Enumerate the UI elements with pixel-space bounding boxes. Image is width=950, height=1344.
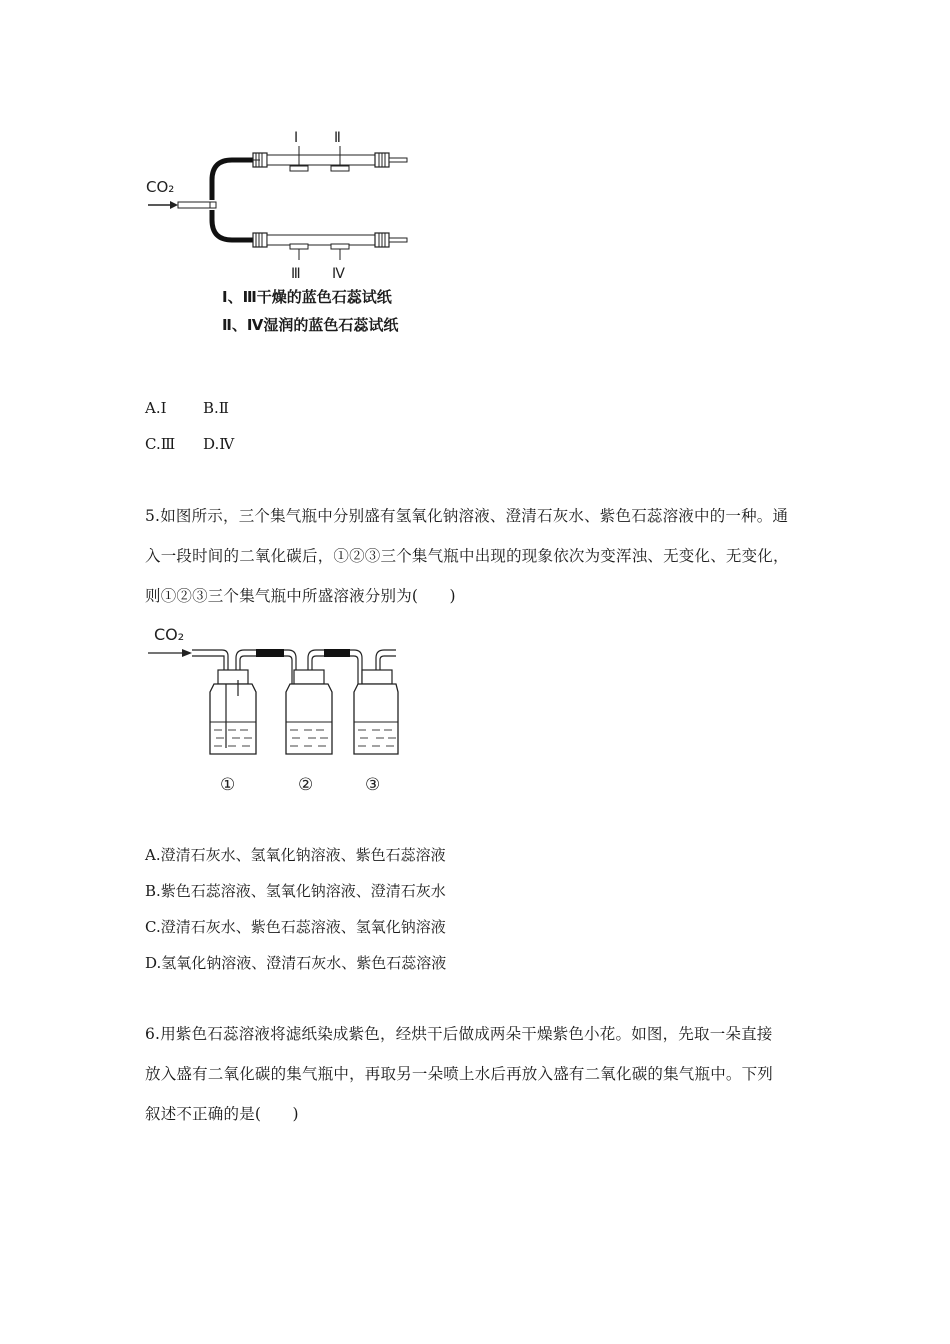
paper-3-label: Ⅲ <box>291 266 301 282</box>
lower-glass-tube <box>253 233 407 247</box>
paper-3 <box>290 244 308 249</box>
bottle-3 <box>354 670 398 754</box>
figure-bottles <box>140 620 400 800</box>
q4-option-a: A.Ⅰ <box>145 399 167 417</box>
q4-option-c: C.Ⅲ <box>145 435 176 453</box>
bottle-2 <box>286 670 332 754</box>
upper-glass-tube <box>253 153 407 167</box>
bottle-3-label: ③ <box>365 775 381 795</box>
q6-line-3: 叙述不正确的是( ) <box>145 1105 299 1123</box>
inlet-arrow-head-2 <box>182 649 192 657</box>
q5-option-d: D.氢氧化钠溶液、澄清石灰水、紫色石蕊溶液 <box>145 954 447 972</box>
upper-rubber-tube <box>212 160 258 200</box>
q4-option-b: B.Ⅱ <box>203 399 229 417</box>
figure1-caption-2: Ⅱ、Ⅳ湿润的蓝色石蕊试纸 <box>222 316 399 334</box>
paper-1 <box>290 166 308 171</box>
co2-label-1: CO₂ <box>146 178 175 196</box>
paper-2-label: Ⅱ <box>334 130 341 146</box>
rubber-connector-1 <box>256 649 284 657</box>
co2-label-2: CO₂ <box>154 625 185 644</box>
lower-rubber-tube <box>212 210 258 240</box>
q5-option-b: B.紫色石蕊溶液、氢氧化钠溶液、澄清石灰水 <box>145 882 446 900</box>
t-junction <box>210 202 216 208</box>
rubber-connector-2 <box>324 649 350 657</box>
paper-4 <box>331 244 349 249</box>
q5-line-3: 则①②③三个集气瓶中所盛溶液分别为( ) <box>145 587 456 605</box>
q4-option-d: D.Ⅳ <box>203 435 235 453</box>
bottles-diagram <box>140 620 400 800</box>
q5-line-1: 5.如图所示，三个集气瓶中分别盛有氢氧化钠溶液、澄清石灰水、紫色石蕊溶液中的一种。通 <box>145 507 789 525</box>
q6-line-2: 放入盛有二氧化碳的集气瓶中，再取另一朵喷上水后再放入盛有二氧化碳的集气瓶中。下列 <box>145 1065 774 1083</box>
inlet-arrow-head <box>170 201 178 209</box>
paper-1-label: Ⅰ <box>294 130 299 146</box>
paper-2 <box>331 166 349 171</box>
q5-option-a: A.澄清石灰水、氢氧化钠溶液、紫色石蕊溶液 <box>145 846 446 864</box>
paper-4-label: Ⅳ <box>332 266 345 282</box>
bottle-2-label: ② <box>298 775 314 795</box>
q5-line-2: 入一段时间的二氧化碳后，①②③三个集气瓶中出现的现象依次为变浑浊、无变化、无变化， <box>145 547 789 565</box>
q6-line-1: 6.用紫色石蕊溶液将滤纸染成紫色，经烘干后做成两朵干燥紫色小花。如图，先取一朵直接 <box>145 1025 773 1043</box>
figure1-caption-1: Ⅰ、Ⅲ干燥的蓝色石蕊试纸 <box>222 288 392 306</box>
inlet-tube <box>178 202 212 208</box>
q5-option-c: C.澄清石灰水、紫色石蕊溶液、氢氧化钠溶液 <box>145 918 446 936</box>
bottle-1 <box>210 670 256 754</box>
bottle-1-label: ① <box>220 775 236 795</box>
